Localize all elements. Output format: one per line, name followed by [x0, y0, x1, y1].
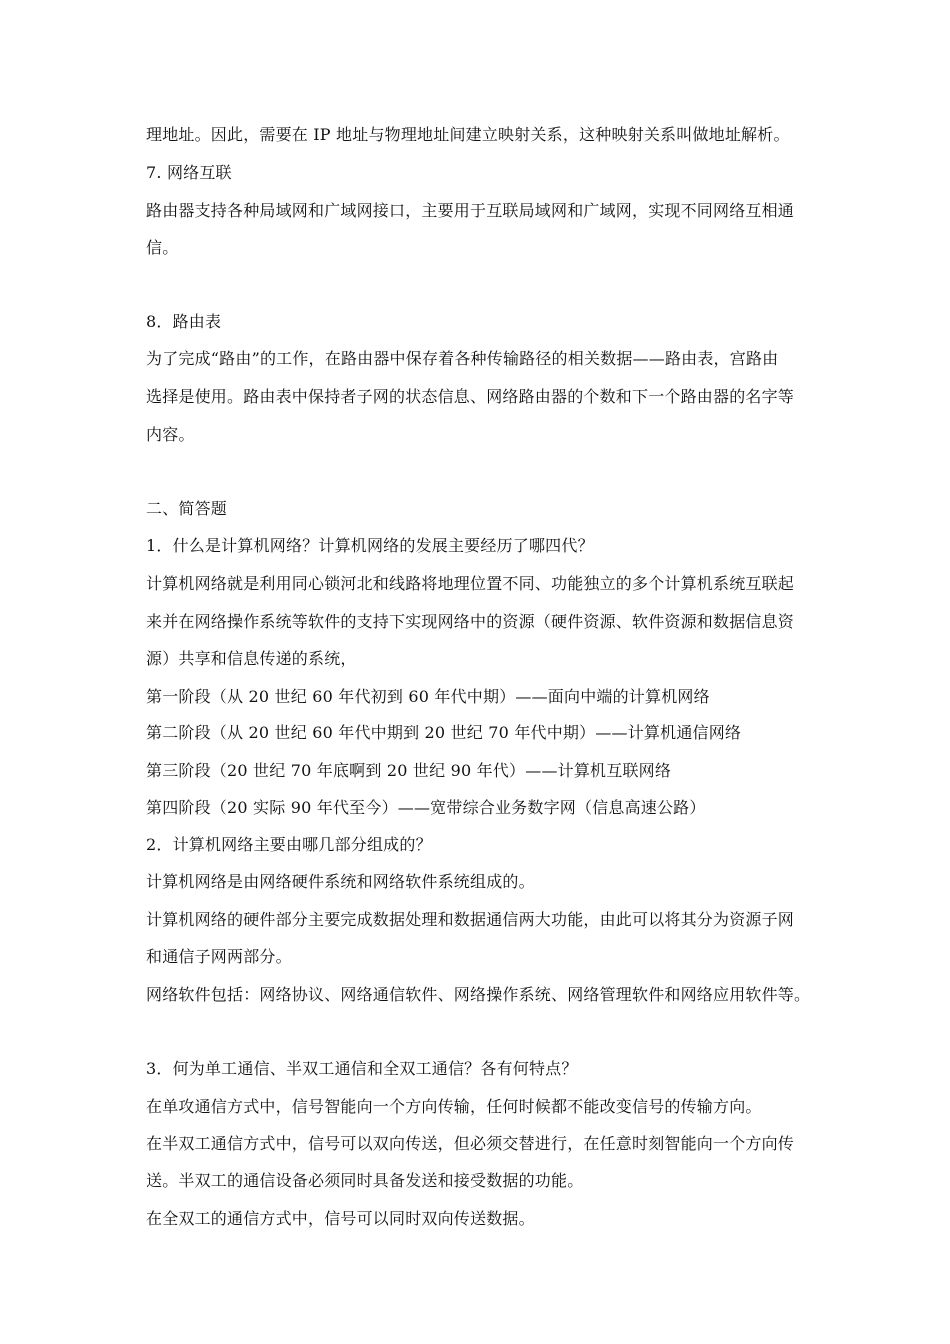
text-line: 计算机网络的硬件部分主要完成数据处理和数据通信两大功能，由此可以将其分为资源子网: [146, 910, 795, 929]
text-line: 为了完成“路由”的工作，在路由器中保存着各种传输路径的相关数据——路由表，宫路由: [146, 349, 779, 368]
text-line: 内容。: [146, 425, 195, 444]
text-line: 在全双工的通信方式中，信号可以同时双向传送数据。: [146, 1209, 535, 1228]
text-line: 计算机网络就是利用同心锁河北和线路将地理位置不同、功能独立的多个计算机系统互联起: [146, 574, 795, 593]
text-line: 计算机网络是由网络硬件系统和网络软件系统组成的。: [146, 872, 535, 891]
text-line: 理地址。因此，需要在 IP 地址与物理地址间建立映射关系，这种映射关系叫做地址解析。: [146, 125, 790, 144]
question-2: 2．计算机网络主要由哪几部分组成的？: [146, 835, 432, 854]
text-line: 第三阶段（20 世纪 70 年底啊到 20 世纪 90 年代）——计算机互联网络: [146, 761, 672, 780]
text-line: 信。: [146, 238, 179, 257]
text-line: 网络软件包括：网络协议、网络通信软件、网络操作系统、网络管理软件和网络应用软件等。: [146, 985, 811, 1004]
text-line: 在单攻通信方式中，信号智能向一个方向传输，任何时候都不能改变信号的传输方向。: [146, 1097, 762, 1116]
text-line: 在半双工通信方式中，信号可以双向传送，但必须交替进行，在任意时刻智能向一个方向传: [146, 1134, 795, 1153]
text-line: 源）共享和信息传递的系统，: [146, 649, 357, 668]
question-1: 1．什么是计算机网络？计算机网络的发展主要经历了哪四代？: [146, 536, 594, 555]
part-heading: 二、简答题: [146, 499, 228, 518]
text-line: 第二阶段（从 20 世纪 60 年代中期到 20 世纪 70 年代中期）——计算机通信网络: [146, 723, 742, 742]
text-line: 选择是使用。路由表中保持者子网的状态信息、网络路由器的个数和下一个路由器的名字等: [146, 387, 795, 406]
question-3: 3．何为单工通信、半双工通信和全双工通信？各有何特点？: [146, 1059, 578, 1078]
section-heading-7: 7. 网络互联: [146, 163, 232, 182]
text-line: 第一阶段（从 20 世纪 60 年代初到 60 年代中期）——面向中端的计算机网络: [146, 687, 710, 706]
section-heading-8: 8．路由表: [146, 312, 222, 331]
text-line: 送。半双工的通信设备必须同时具备发送和接受数据的功能。: [146, 1171, 584, 1190]
text-line: 和通信子网两部分。: [146, 947, 292, 966]
text-line: 来并在网络操作系统等软件的支持下实现网络中的资源（硬件资源、软件资源和数据信息资: [146, 612, 795, 631]
text-line: 路由器支持各种局域网和广域网接口，主要用于互联局域网和广域网，实现不同网络互相通: [146, 201, 795, 220]
text-line: 第四阶段（20 实际 90 年代至今）——宽带综合业务数字网（信息高速公路）: [146, 798, 706, 817]
